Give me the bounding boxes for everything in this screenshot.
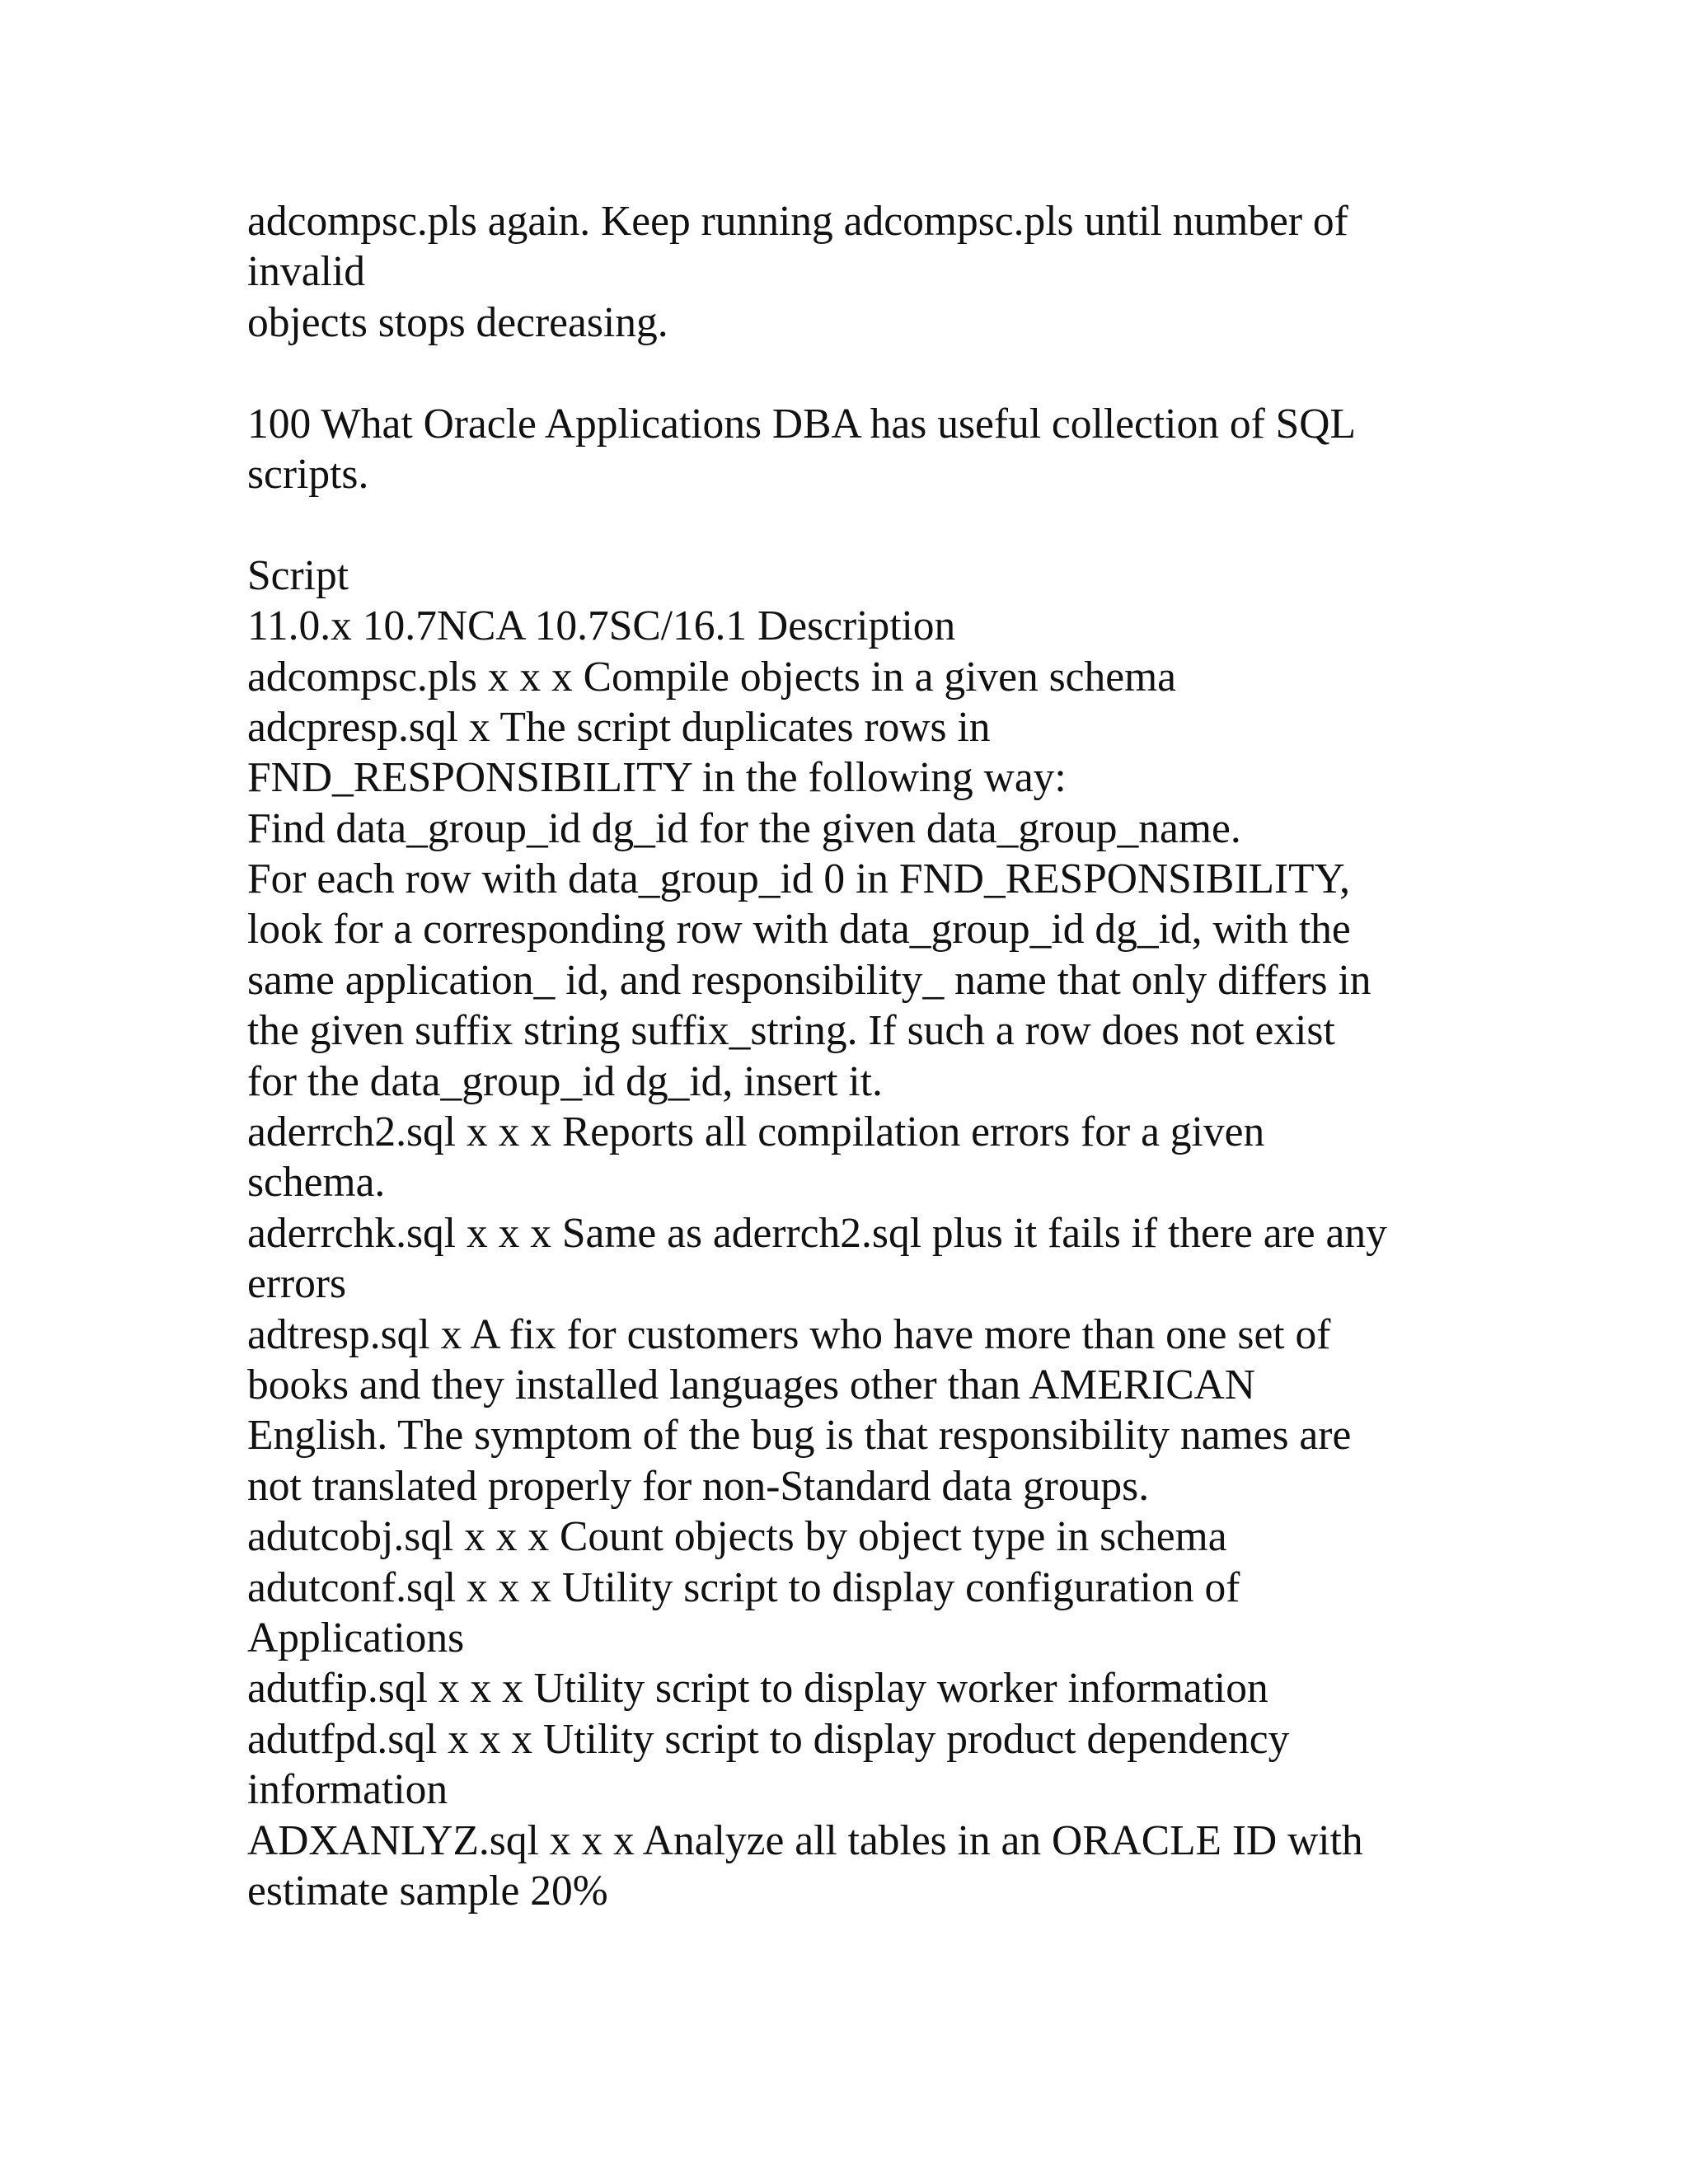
script-entry-line: errors (247, 1260, 347, 1308)
question-heading-line: scripts. (247, 450, 369, 498)
script-entry-line: aderrch2.sql x x x Reports all compilation errors for a given (247, 1108, 1265, 1156)
script-entry-line: English. The symptom of the bug is that responsibility names are (247, 1412, 1352, 1460)
blank-line (247, 499, 1533, 550)
script-entry-line: Applications (247, 1614, 465, 1661)
script-entry-line: estimate sample 20% (247, 1867, 608, 1915)
script-entry-line: adtresp.sql x A fix for customers who have more than one set of (247, 1310, 1331, 1358)
table-header-script: Script (247, 551, 349, 599)
script-entry-line: information (247, 1766, 448, 1814)
table-header-columns: 11.0.x 10.7NCA 10.7SC/16.1 Description (247, 602, 956, 650)
script-entry-line: aderrchk.sql x x x Same as aderrch2.sql plus it fails if there are any (247, 1209, 1387, 1257)
script-entry-line: not translated properly for non-Standard data groups. (247, 1462, 1150, 1510)
script-entry-line: adcpresp.sql x The script duplicates rows in (247, 703, 991, 751)
script-entry-line: the given suffix string suffix_string. If such a row does not exist (247, 1007, 1335, 1055)
script-entry-line: adutfpd.sql x x x Utility script to display product dependency (247, 1715, 1290, 1763)
script-entry-line: adutfip.sql x x x Utility script to display worker information (247, 1665, 1268, 1713)
script-entry-line: schema. (247, 1159, 386, 1207)
script-entry-line: adutcobj.sql x x x Count objects by object type in schema (247, 1513, 1227, 1561)
script-entry-line: FND_RESPONSIBILITY in the following way: (247, 754, 1067, 802)
script-entry-line: adcompsc.pls x x x Compile objects in a given schema (247, 653, 1177, 701)
script-entry-line: books and they installed languages other than AMERICAN (247, 1361, 1255, 1408)
script-entry-line: same application_ id, and responsibility_ name that only differs in (247, 956, 1372, 1004)
text-line: adcompsc.pls again. Keep running adcompsc.pls until number of (247, 198, 1348, 245)
script-entry-line: ADXANLYZ.sql x x x Analyze all tables in an ORACLE ID with (247, 1816, 1363, 1864)
blank-line (247, 348, 1533, 398)
script-entry-line: for the data_group_id dg_id, insert it. (247, 1057, 883, 1105)
script-entry-line: For each row with data_group_id 0 in FND_RESPONSIBILITY, (247, 855, 1350, 903)
text-line: invalid (247, 248, 366, 296)
script-entry-line: look for a corresponding row with data_group_id dg_id, with the (247, 906, 1351, 954)
script-entry-line: adutconf.sql x x x Utility script to display configuration of (247, 1563, 1240, 1611)
text-line: objects stops decreasing. (247, 298, 668, 346)
document-text (247, 196, 1533, 1916)
script-entry-line: Find data_group_id dg_id for the given data_group_name. (247, 804, 1241, 852)
question-heading-line: 100 What Oracle Applications DBA has useful collection of SQL (247, 400, 1356, 448)
